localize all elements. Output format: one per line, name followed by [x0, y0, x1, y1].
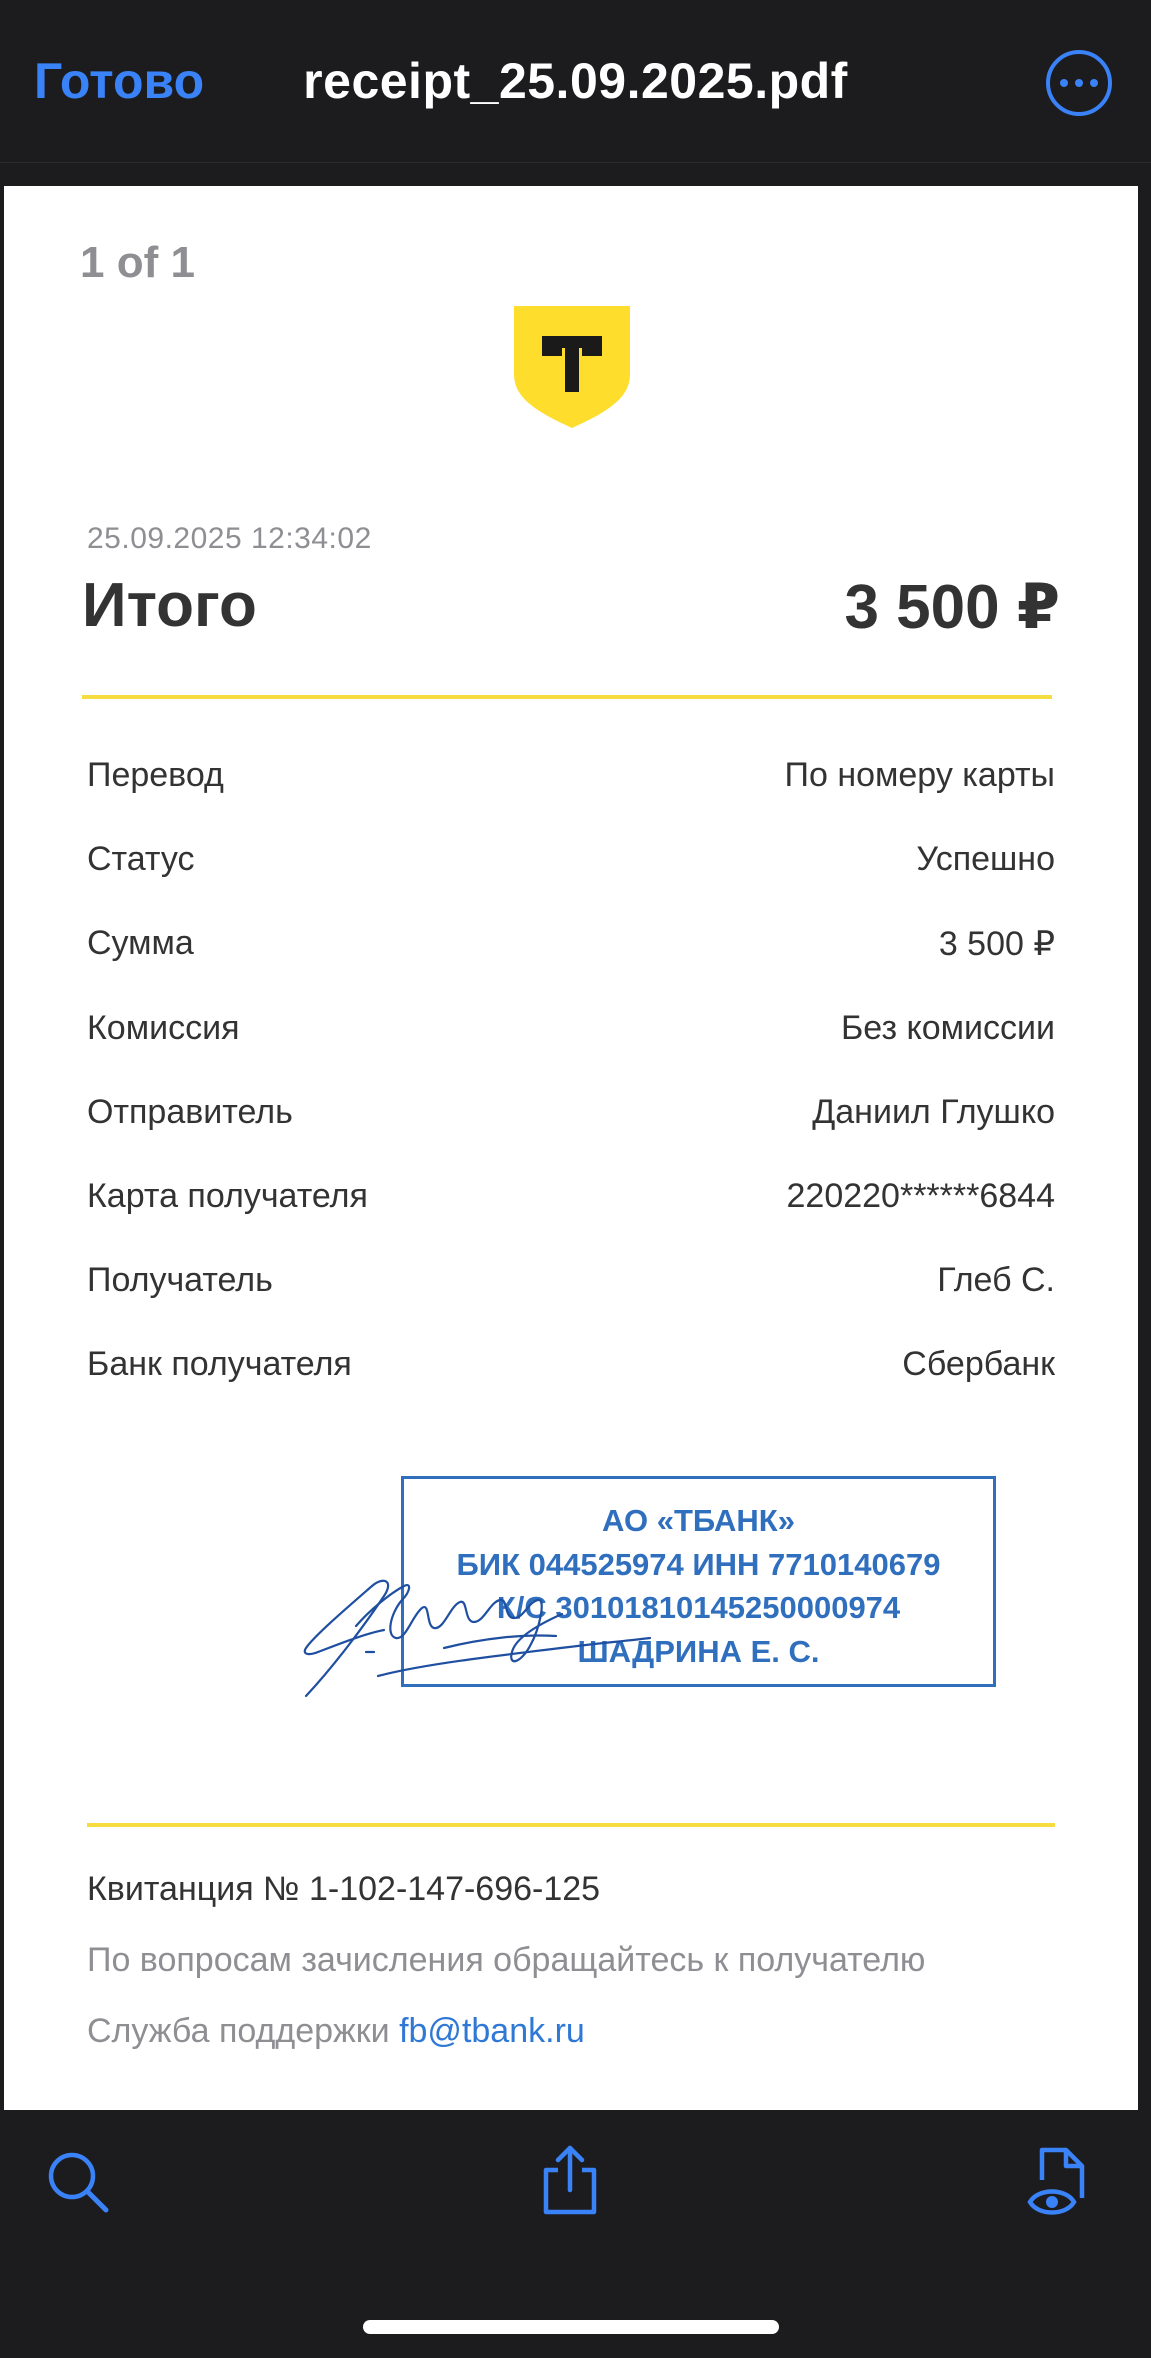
- search-icon[interactable]: [44, 2148, 112, 2216]
- detail-row-commission: [87, 1009, 1055, 1059]
- stamp-line: ШАДРИНА Е. С.: [577, 1634, 820, 1669]
- recipient-note: По вопросам зачисления обращайтесь к получателю: [87, 1941, 926, 1979]
- detail-value: 3 500 ₽: [938, 925, 1055, 963]
- detail-row-status: [87, 840, 1055, 890]
- detail-value: Успешно: [916, 840, 1055, 878]
- total-amount: 3 500 ₽: [844, 573, 1060, 642]
- detail-row-recipient: [87, 1261, 1055, 1311]
- pdf-page: [4, 186, 1138, 2110]
- stamp-line: БИК 044525974 ИНН 7710140679: [456, 1547, 941, 1582]
- support-label: Служба поддержки: [87, 2012, 400, 2050]
- top-bar: [0, 0, 1151, 163]
- stamp-line: К/С 30101810145250000974: [496, 1590, 901, 1625]
- transaction-datetime: 25.09.2025 12:34:02: [87, 522, 372, 555]
- detail-label: Сумма: [87, 924, 194, 962]
- detail-value: 220220******6844: [786, 1177, 1055, 1215]
- receipt-number: Квитанция № 1-102-147-696-125: [87, 1870, 601, 1908]
- detail-row-recipient-card: [87, 1177, 1055, 1227]
- detail-label: Статус: [87, 840, 195, 878]
- divider-top: [82, 695, 1052, 699]
- detail-label: Отправитель: [87, 1093, 293, 1131]
- tbank-logo-icon: [512, 304, 632, 430]
- detail-row-recipient-bank: [87, 1345, 1055, 1395]
- total-label: Итого: [82, 571, 257, 640]
- detail-label: Комиссия: [87, 1009, 240, 1047]
- detail-label: Карта получателя: [87, 1177, 368, 1215]
- support-email-link[interactable]: fb@tbank.ru: [399, 2012, 585, 2050]
- stamp-line: АО «ТБАНК»: [602, 1503, 795, 1538]
- detail-value: Глеб С.: [937, 1261, 1055, 1299]
- divider-bottom: [87, 1823, 1055, 1827]
- more-options-icon[interactable]: [1046, 50, 1112, 116]
- home-indicator[interactable]: [363, 2320, 779, 2334]
- page-indicator: 1 of 1: [80, 238, 195, 287]
- detail-label: Получатель: [87, 1261, 273, 1299]
- signature-image: [294, 1556, 654, 1706]
- detail-label: Банк получателя: [87, 1345, 352, 1383]
- detail-value: Даниил Глушко: [812, 1093, 1055, 1131]
- detail-label: Перевод: [87, 756, 224, 794]
- document-preview-icon[interactable]: [1026, 2144, 1094, 2222]
- done-button[interactable]: Готово: [34, 53, 205, 109]
- detail-row-transfer: [87, 756, 1055, 806]
- detail-value: Сбербанк: [902, 1345, 1055, 1383]
- detail-value: Без комиссии: [840, 1009, 1055, 1047]
- detail-value: По номеру карты: [784, 756, 1055, 794]
- share-icon[interactable]: [538, 2142, 602, 2218]
- support-line: [87, 2012, 585, 2051]
- detail-row-sender: [87, 1093, 1055, 1143]
- file-title: receipt_25.09.2025.pdf: [303, 53, 848, 109]
- detail-row-amount: [87, 924, 1055, 974]
